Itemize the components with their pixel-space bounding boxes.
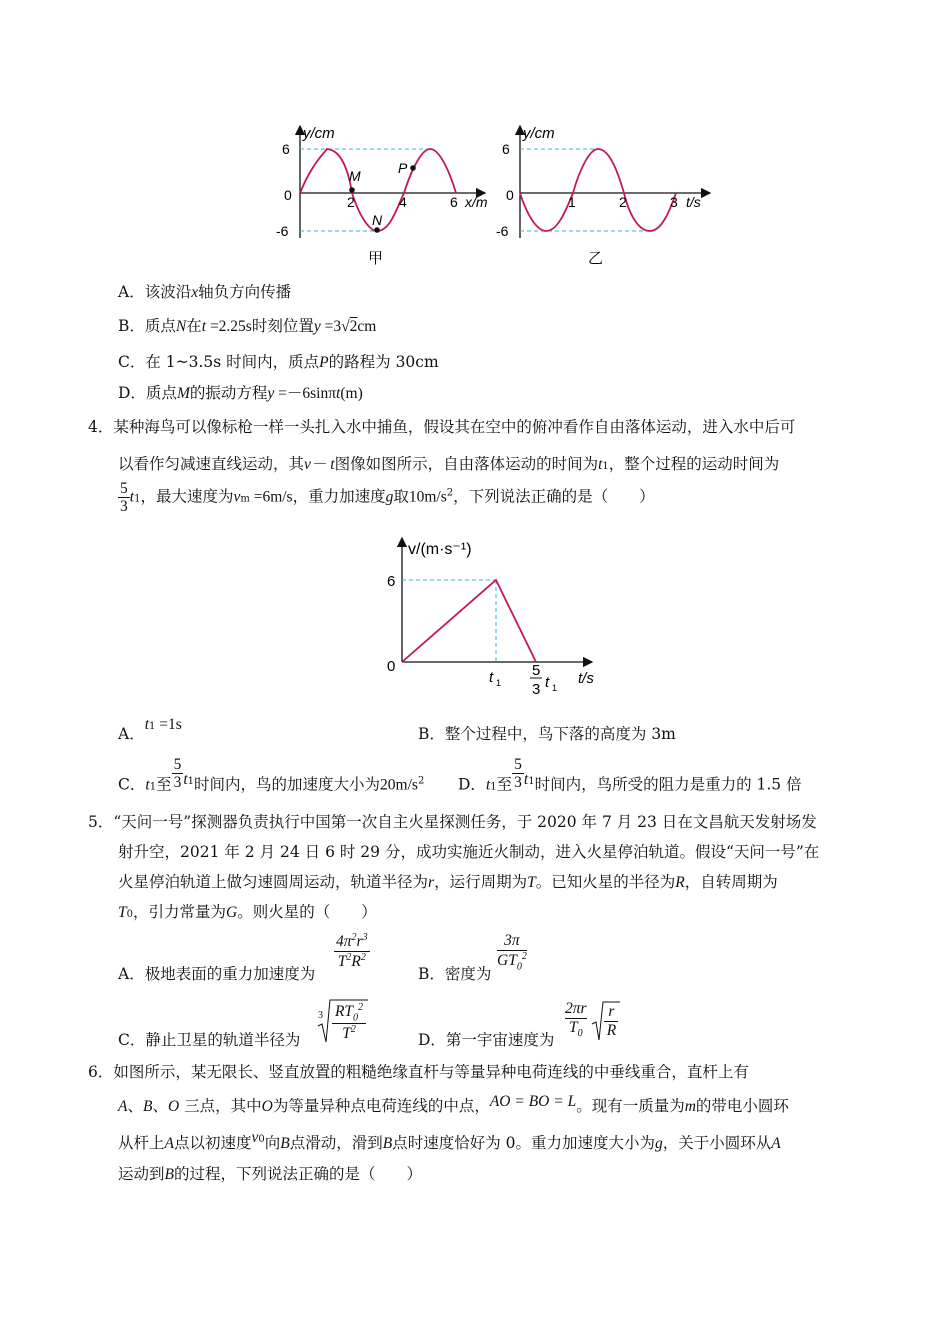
q4-stem-line1: 4．某种海鸟可以像标枪一样一头扎入水中捕鱼，假设其在空中的俯冲看作自由落体运动，进入水中后可 (88, 418, 796, 436)
q5-option-d: D．第一宇宙速度为 (418, 1031, 555, 1049)
label-m: M (349, 168, 361, 184)
label-n: N (372, 212, 383, 228)
q5-option-b: B．密度为 (418, 965, 492, 983)
vt-ymax: 6 (387, 573, 396, 590)
q3-option-c: C．在 1~3.5s 时间内，质点P的路程为 30cm (118, 353, 439, 371)
q5-formula-b: 3π $GT_0^2$ (497, 932, 527, 973)
ymax-label-yi: 6 (502, 141, 510, 157)
q5-stem-line2: 射升空，2021 年 2 月 24 日 6 时 29 分，成功实施近火制动，进入火星停泊轨道。假设“天问一号”在 (118, 843, 820, 861)
ymin-label-jia: -6 (276, 223, 289, 239)
vt-line (402, 580, 536, 662)
q3-option-a: A．该波沿x轴负方向传播 (118, 283, 292, 301)
vt-x-label: t/s (578, 670, 594, 687)
y-axis-label-jia: y/cm (303, 125, 335, 142)
graph-jia (276, 125, 488, 267)
origin-label-yi: 0 (506, 187, 514, 203)
x-tick-jia: 4 (399, 194, 407, 210)
q5-option-c: C．静止卫星的轨道半径为 (118, 1031, 301, 1049)
vt-y-label: v/(m·s⁻¹) (408, 541, 472, 558)
x-tick-yi: 1 (568, 194, 576, 210)
caption-yi: 乙 (588, 250, 604, 267)
q4-option-b: B．整个过程中，鸟下落的高度为 3m (418, 725, 676, 743)
origin-label-jia: 0 (284, 187, 292, 203)
svg-text:1: 1 (496, 678, 502, 688)
wave-curve-yi (520, 149, 676, 231)
q6-stem-line2: A、B、O 三点，其中O为等量异种点电荷连线的中点，AO = BO = L。现有一质量为m的带电小圆环 (118, 1093, 789, 1115)
point-n (374, 227, 380, 233)
point-p (410, 165, 416, 171)
label-p: P (398, 160, 408, 176)
q5-formula-d: $\frac{2\pi r}{T_0}$ r R (565, 1000, 620, 1040)
vt-tick-frac-den: 3 (532, 681, 541, 698)
x-axis-label-jia: x/m (465, 194, 488, 210)
point-m (349, 187, 355, 193)
vt-tick-t1: t (489, 669, 494, 686)
q6-stem-line1: 6．如图所示，某无限长、竖直放置的粗糙绝缘直杆与等量异种电荷连线的中垂线重合，直杆上有 (88, 1063, 749, 1081)
q3-option-b: B．质点N在t =2.25s时刻位置y =3√2cm (118, 317, 377, 335)
q6-stem-line3: 从杆上A点以初速度$v^0$向B点滑动，滑到B点时速度恰好为 0。重力加速度大小为g，关于小圆环从A (118, 1129, 781, 1152)
x-tick-yi: 2 (619, 194, 627, 210)
x-tick-jia: 6 (450, 194, 458, 210)
vt-origin: 0 (387, 658, 396, 675)
x-axis-label-yi: t/s (686, 194, 701, 210)
caption-jia: 甲 (368, 250, 384, 267)
x-tick-yi: 3 (670, 194, 678, 210)
svg-text:t: t (545, 674, 550, 691)
y-axis-label-yi: y/cm (523, 125, 555, 142)
q5-stem-line3: 火星停泊轨道上做匀速圆周运动，轨道半径为r，运行周期为T。已知火星的半径为R，自转周期为 (118, 873, 778, 891)
q4-option-d: D．t1至 $\frac{5}{3}$ $t^1$时间内，鸟所受的阻力是重力的 1.5 倍 (458, 756, 802, 794)
q4-option-a: A．$t^1 =1s$ (118, 716, 182, 743)
q4-option-c: C．t1至 $\frac{5}{3}$ $t^1$时间内，鸟的加速度大小为$20m/s^2$ (118, 756, 425, 794)
svg-text:1: 1 (552, 683, 558, 693)
q4-stem-line3: $\frac{5}{3}$ t1，最大速度为vm =6m/s，重力加速度g取$10m/s^2$，下列说法正确的是（ ） (120, 480, 655, 515)
ymin-label-yi: -6 (496, 223, 509, 239)
vt-graph (370, 532, 610, 710)
q5-stem-line1: 5．“天问一号”探测器负责执行中国第一次自主火星探测任务，于 2020 年 7 月 23 日在文昌航天发射场发 (88, 813, 817, 831)
graph-yi (496, 125, 710, 267)
q5-option-a: A．极地表面的重力加速度为 (118, 965, 316, 983)
x-tick-jia: 2 (347, 194, 355, 210)
q6-stem-line4: 运动到B的过程，下列说法正确的是（ ） (118, 1165, 422, 1183)
wave-figure (270, 118, 730, 278)
q5-formula-a: $4\pi^2r^3$ $T^2R^2$ (336, 932, 368, 971)
q3-option-d: D．质点M的振动方程y =－6sinπt(m) (118, 384, 363, 402)
vt-tick-frac-num: 5 (532, 662, 541, 679)
q5-stem-line4: T0，引力常量为G。则火星的（ ） (118, 903, 377, 921)
q4-stem-line2: 以看作匀减速直线运动，其v－ t图像如图所示，自由落体运动的时间为t1，整个过程的运动时间为 (118, 455, 780, 473)
ymax-label-jia: 6 (282, 141, 290, 157)
